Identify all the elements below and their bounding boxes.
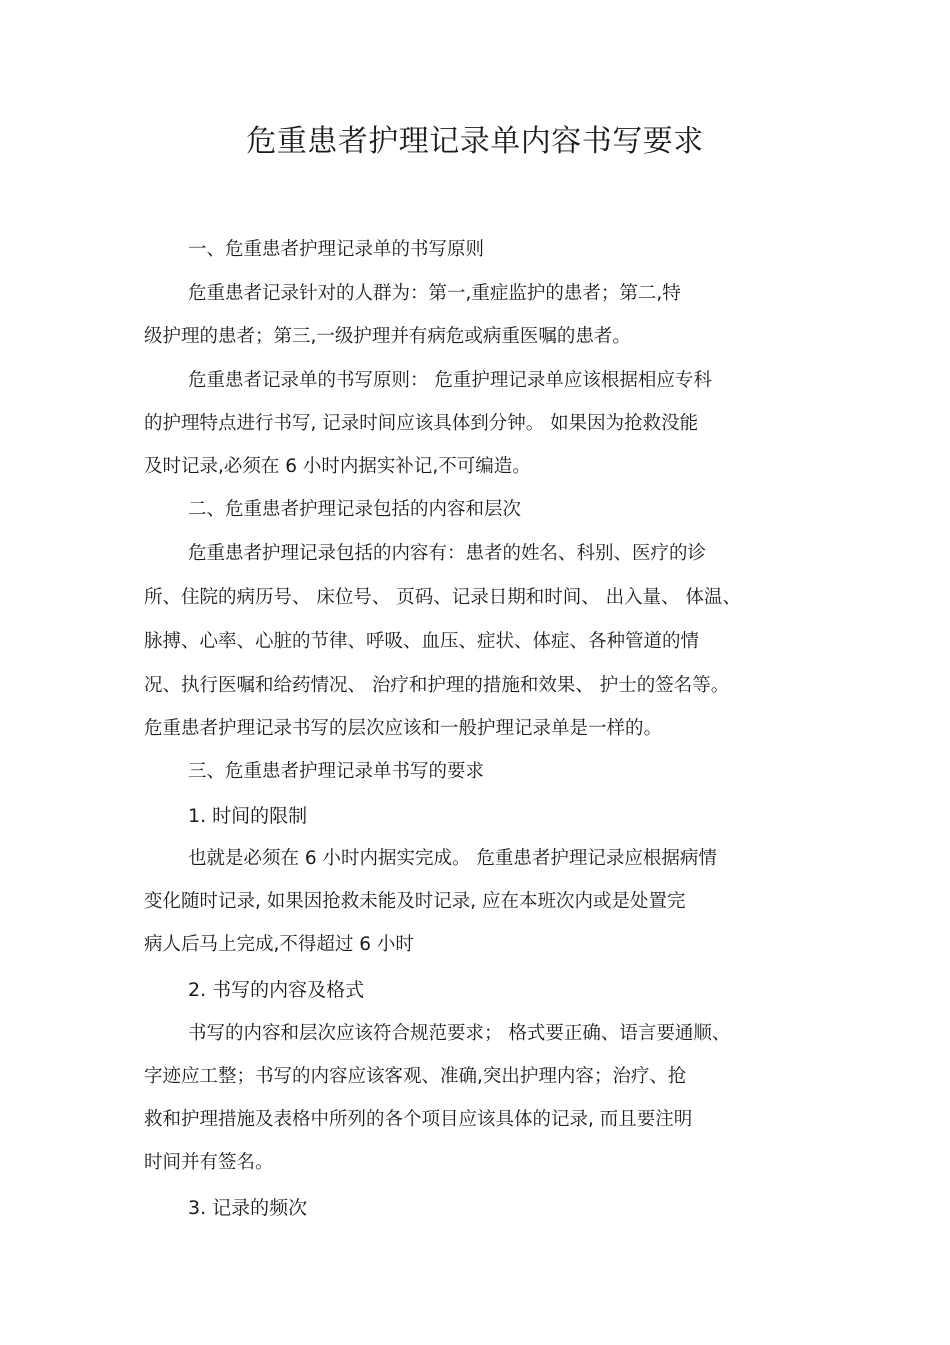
paragraph-line: 书写的内容和层次应该符合规范要求； 格式要正确、语言要通顺、 — [188, 1023, 731, 1044]
paragraph-line: 的护理特点进行书写, 记录时间应该具体到分钟。 如果因为抢救没能 — [144, 413, 699, 434]
paragraph-line: 也就是必须在 6 小时内据实完成。 危重患者护理记录应根据病情 — [188, 848, 717, 869]
paragraph-line: 危重患者记录针对的人群为：第一,重症监护的患者；第二,特 — [188, 283, 681, 304]
subheading-time-limit: 1. 时间的限制 — [188, 805, 308, 827]
paragraph-line: 及时记录,必须在 6 小时内据实补记,不可编造。 — [144, 456, 531, 477]
section-heading-2: 二、危重患者护理记录包括的内容和层次 — [188, 499, 522, 520]
section-heading-3: 三、危重患者护理记录单书写的要求 — [188, 761, 485, 782]
paragraph-line: 危重患者记录单的书写原则： 危重护理记录单应该根据相应专科 — [188, 370, 712, 391]
paragraph-line: 危重患者护理记录书写的层次应该和一般护理记录单是一样的。 — [144, 718, 663, 739]
paragraph-line: 况、执行医嘱和给药情况、 治疗和护理的措施和效果、 护士的签名等。 — [144, 675, 730, 696]
subheading-frequency: 3. 记录的频次 — [188, 1197, 308, 1219]
paragraph-line: 病人后马上完成,不得超过 6 小时 — [144, 934, 414, 955]
section-heading-1: 一、危重患者护理记录单的书写原则 — [188, 239, 485, 260]
document-title: 危重患者护理记录单内容书写要求 — [246, 124, 704, 159]
paragraph-line: 救和护理措施及表格中所列的各个项目应该具体的记录, 而且要注明 — [144, 1109, 693, 1130]
paragraph-line: 字迹应工整；书写的内容应该客观、准确,突出护理内容；治疗、抢 — [144, 1066, 687, 1087]
paragraph-line: 危重患者护理记录包括的内容有：患者的姓名、科别、医疗的诊 — [188, 543, 707, 564]
subheading-content-format: 2. 书写的内容及格式 — [188, 979, 365, 1001]
paragraph-line: 脉搏、心率、心脏的节律、呼吸、血压、症状、体症、各种管道的情 — [144, 631, 700, 652]
paragraph-line: 时间并有签名。 — [144, 1152, 274, 1173]
paragraph-line: 变化随时记录, 如果因抢救未能及时记录, 应在本班次内或是处置完 — [144, 891, 686, 912]
paragraph-line: 级护理的患者；第三,一级护理并有病危或病重医嘱的患者。 — [144, 326, 631, 347]
paragraph-line: 所、住院的病历号、 床位号、 页码、记录日期和时间、 出入量、 体温、 — [144, 587, 742, 608]
